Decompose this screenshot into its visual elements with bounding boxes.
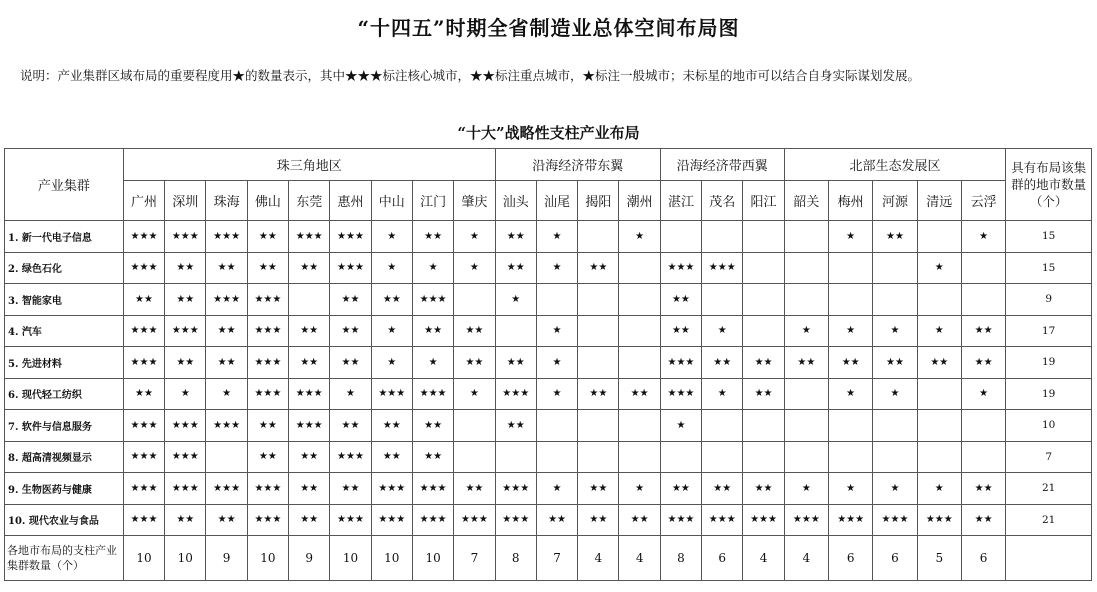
totals-row bbox=[5, 536, 1092, 581]
star-rating-cell: ★ bbox=[454, 378, 495, 410]
star-rating-cell: ★★ bbox=[123, 284, 164, 316]
industry-total-cell: 10 bbox=[165, 536, 206, 581]
star-rating-cell: ★★ bbox=[330, 315, 371, 347]
star-rating-cell: ★★ bbox=[961, 347, 1005, 379]
star-rating-cell bbox=[743, 315, 784, 347]
industry-total-cell: 10 bbox=[123, 536, 164, 581]
star-rating-cell: ★★ bbox=[961, 504, 1005, 536]
star-rating-cell: ★★ bbox=[412, 221, 453, 253]
table-row bbox=[5, 221, 1092, 253]
industry-total-cell: 9 bbox=[289, 536, 330, 581]
star-rating-cell: ★★ bbox=[247, 441, 288, 473]
star-rating-cell bbox=[702, 221, 743, 253]
star-rating-cell bbox=[829, 441, 873, 473]
star-rating-cell: ★★ bbox=[495, 252, 536, 284]
star-rating-cell: ★★ bbox=[371, 441, 412, 473]
star-rating-cell: ★★★ bbox=[123, 441, 164, 473]
star-rating-cell: ★★★ bbox=[330, 441, 371, 473]
industry-label: 3. 智能家电 bbox=[5, 284, 124, 316]
star-rating-cell bbox=[206, 441, 247, 473]
star-rating-cell bbox=[784, 252, 828, 284]
star-rating-cell bbox=[619, 315, 660, 347]
star-rating-cell: ★★★ bbox=[873, 504, 917, 536]
star-rating-cell bbox=[917, 221, 961, 253]
star-rating-cell: ★ bbox=[829, 473, 873, 505]
star-rating-cell bbox=[743, 410, 784, 442]
star-rating-cell: ★★ bbox=[578, 378, 619, 410]
city-header-row bbox=[5, 181, 1092, 221]
star-rating-cell: ★★ bbox=[917, 347, 961, 379]
star-rating-cell bbox=[961, 441, 1005, 473]
industry-label: 8. 超高清视频显示 bbox=[5, 441, 124, 473]
star-rating-cell: ★★★ bbox=[123, 221, 164, 253]
legend-note: 说明：产业集群区域布局的重要程度用★的数量表示，其中★★★标注核心城市，★★标注重点城市，★标注一般城市；未标星的地市可以结合自身实际谋划发展。 bbox=[20, 68, 921, 83]
industry-total-cell: 4 bbox=[743, 536, 784, 581]
star-rating-cell: ★ bbox=[371, 221, 412, 253]
star-rating-cell: ★★★ bbox=[702, 504, 743, 536]
star-rating-cell bbox=[495, 315, 536, 347]
city-header: 湛江 bbox=[660, 181, 701, 221]
star-rating-cell: ★★ bbox=[330, 284, 371, 316]
star-rating-cell: ★ bbox=[917, 473, 961, 505]
star-rating-cell: ★★ bbox=[454, 315, 495, 347]
star-rating-cell: ★ bbox=[961, 221, 1005, 253]
city-count-cell: 10 bbox=[1006, 410, 1092, 442]
star-rating-cell: ★★ bbox=[536, 504, 577, 536]
star-rating-cell: ★★★ bbox=[412, 378, 453, 410]
industry-total-cell: 9 bbox=[206, 536, 247, 581]
star-rating-cell: ★★★ bbox=[165, 221, 206, 253]
page-title: “十四五”时期全省制造业总体空间布局图 bbox=[357, 16, 740, 40]
star-rating-cell: ★ bbox=[829, 315, 873, 347]
star-rating-cell: ★★ bbox=[289, 315, 330, 347]
star-rating-cell: ★★★ bbox=[330, 221, 371, 253]
star-rating-cell: ★★★ bbox=[289, 378, 330, 410]
star-rating-cell: ★ bbox=[536, 315, 577, 347]
star-rating-cell: ★★★ bbox=[123, 347, 164, 379]
star-rating-cell bbox=[536, 410, 577, 442]
city-header: 梅州 bbox=[829, 181, 873, 221]
star-rating-cell bbox=[743, 252, 784, 284]
star-rating-cell: ★★ bbox=[412, 441, 453, 473]
star-rating-cell: ★★★ bbox=[660, 504, 701, 536]
industry-label: 7. 软件与信息服务 bbox=[5, 410, 124, 442]
star-rating-cell bbox=[536, 284, 577, 316]
star-rating-cell: ★ bbox=[619, 473, 660, 505]
star-rating-cell: ★★ bbox=[289, 347, 330, 379]
city-header: 深圳 bbox=[165, 181, 206, 221]
star-rating-cell bbox=[784, 284, 828, 316]
industry-total-cell: 10 bbox=[330, 536, 371, 581]
region-header-row bbox=[5, 149, 1092, 181]
star-rating-cell: ★ bbox=[536, 473, 577, 505]
star-rating-cell: ★★★ bbox=[412, 504, 453, 536]
industry-total-cell: 4 bbox=[578, 536, 619, 581]
star-rating-cell: ★ bbox=[536, 252, 577, 284]
star-rating-cell: ★★★ bbox=[247, 504, 288, 536]
star-rating-cell: ★★★ bbox=[247, 378, 288, 410]
industry-total-cell: 7 bbox=[454, 536, 495, 581]
star-rating-cell: ★★ bbox=[454, 473, 495, 505]
star-rating-cell: ★★★ bbox=[495, 378, 536, 410]
star-rating-cell: ★★★ bbox=[412, 284, 453, 316]
city-header: 珠海 bbox=[206, 181, 247, 221]
city-header: 汕尾 bbox=[536, 181, 577, 221]
star-rating-cell: ★★★ bbox=[495, 504, 536, 536]
star-rating-cell: ★ bbox=[917, 252, 961, 284]
city-count-cell: 9 bbox=[1006, 284, 1092, 316]
star-rating-cell: ★★ bbox=[289, 441, 330, 473]
star-rating-cell: ★★★ bbox=[247, 347, 288, 379]
star-rating-cell bbox=[578, 221, 619, 253]
star-rating-cell: ★★ bbox=[702, 473, 743, 505]
star-rating-cell: ★★★ bbox=[206, 473, 247, 505]
star-rating-cell: ★★★ bbox=[660, 252, 701, 284]
industry-total-cell: 6 bbox=[829, 536, 873, 581]
star-rating-cell: ★★ bbox=[961, 473, 1005, 505]
star-rating-cell bbox=[660, 221, 701, 253]
star-rating-cell: ★★★ bbox=[165, 410, 206, 442]
star-rating-cell: ★★★ bbox=[454, 504, 495, 536]
star-rating-cell: ★★ bbox=[660, 315, 701, 347]
star-rating-cell bbox=[961, 252, 1005, 284]
star-rating-cell: ★★ bbox=[247, 221, 288, 253]
star-rating-cell: ★★★ bbox=[206, 221, 247, 253]
star-rating-cell bbox=[495, 441, 536, 473]
star-rating-cell: ★★ bbox=[495, 410, 536, 442]
star-rating-cell bbox=[743, 284, 784, 316]
star-rating-cell: ★★★ bbox=[743, 504, 784, 536]
star-rating-cell: ★★ bbox=[330, 410, 371, 442]
totals-label: 各地市布局的支柱产业集群数量（个） bbox=[5, 536, 124, 581]
star-rating-cell: ★★ bbox=[743, 347, 784, 379]
star-rating-cell: ★ bbox=[917, 315, 961, 347]
star-rating-cell: ★ bbox=[536, 347, 577, 379]
star-rating-cell: ★★ bbox=[743, 378, 784, 410]
city-header: 茂名 bbox=[702, 181, 743, 221]
city-header: 潮州 bbox=[619, 181, 660, 221]
star-rating-cell: ★★★ bbox=[371, 378, 412, 410]
star-rating-cell bbox=[702, 284, 743, 316]
star-rating-cell: ★★ bbox=[829, 347, 873, 379]
region-header-prd: 珠三角地区 bbox=[123, 149, 495, 181]
star-rating-cell: ★★ bbox=[165, 504, 206, 536]
industry-label: 4. 汽车 bbox=[5, 315, 124, 347]
city-count-cell: 19 bbox=[1006, 347, 1092, 379]
star-rating-cell: ★★★ bbox=[784, 504, 828, 536]
star-rating-cell bbox=[578, 410, 619, 442]
star-rating-cell bbox=[873, 441, 917, 473]
star-rating-cell: ★★★ bbox=[702, 252, 743, 284]
star-rating-cell: ★★ bbox=[743, 473, 784, 505]
city-header: 佛山 bbox=[247, 181, 288, 221]
star-rating-cell: ★★ bbox=[619, 504, 660, 536]
table-row bbox=[5, 441, 1092, 473]
star-rating-cell: ★ bbox=[702, 315, 743, 347]
industry-total-cell: 4 bbox=[619, 536, 660, 581]
star-rating-cell: ★★ bbox=[247, 252, 288, 284]
city-count-column-header: 具有布局该集群的地市数量（个） bbox=[1006, 149, 1092, 221]
star-rating-cell bbox=[743, 441, 784, 473]
star-rating-cell: ★ bbox=[371, 315, 412, 347]
star-rating-cell: ★★★ bbox=[371, 504, 412, 536]
city-header: 惠州 bbox=[330, 181, 371, 221]
table-row bbox=[5, 378, 1092, 410]
star-rating-cell: ★★★ bbox=[829, 504, 873, 536]
city-header: 河源 bbox=[873, 181, 917, 221]
star-rating-cell: ★★★ bbox=[165, 473, 206, 505]
star-rating-cell: ★ bbox=[454, 221, 495, 253]
city-header: 中山 bbox=[371, 181, 412, 221]
city-count-cell: 19 bbox=[1006, 378, 1092, 410]
star-rating-cell: ★★★ bbox=[206, 284, 247, 316]
star-rating-cell: ★★ bbox=[873, 347, 917, 379]
city-header: 汕头 bbox=[495, 181, 536, 221]
star-rating-cell: ★★ bbox=[206, 347, 247, 379]
city-header: 东莞 bbox=[289, 181, 330, 221]
star-rating-cell: ★ bbox=[495, 284, 536, 316]
city-header: 揭阳 bbox=[578, 181, 619, 221]
star-rating-cell bbox=[619, 441, 660, 473]
star-rating-cell: ★★★ bbox=[660, 378, 701, 410]
star-rating-cell bbox=[578, 347, 619, 379]
star-rating-cell: ★★ bbox=[289, 252, 330, 284]
star-rating-cell bbox=[536, 441, 577, 473]
star-rating-cell: ★★★ bbox=[289, 410, 330, 442]
city-count-cell: 7 bbox=[1006, 441, 1092, 473]
star-rating-cell: ★★ bbox=[660, 284, 701, 316]
industry-column-header: 产业集群 bbox=[5, 149, 124, 221]
star-rating-cell: ★ bbox=[206, 378, 247, 410]
star-rating-cell bbox=[578, 284, 619, 316]
star-rating-cell: ★★★ bbox=[247, 315, 288, 347]
city-header: 阳江 bbox=[743, 181, 784, 221]
industry-total-cell: 8 bbox=[660, 536, 701, 581]
region-header-east-wing: 沿海经济带东翼 bbox=[495, 149, 660, 181]
star-rating-cell: ★★ bbox=[289, 504, 330, 536]
star-rating-cell: ★ bbox=[454, 252, 495, 284]
industry-label: 5. 先进材料 bbox=[5, 347, 124, 379]
star-rating-cell: ★★★ bbox=[412, 473, 453, 505]
industry-total-cell: 6 bbox=[961, 536, 1005, 581]
industry-label: 2. 绿色石化 bbox=[5, 252, 124, 284]
star-rating-cell: ★★ bbox=[123, 378, 164, 410]
industry-total-cell: 5 bbox=[917, 536, 961, 581]
star-rating-cell bbox=[454, 441, 495, 473]
region-header-west-wing: 沿海经济带西翼 bbox=[660, 149, 784, 181]
star-rating-cell: ★★ bbox=[495, 221, 536, 253]
star-rating-cell: ★ bbox=[961, 378, 1005, 410]
star-rating-cell bbox=[917, 284, 961, 316]
star-rating-cell: ★★★ bbox=[165, 315, 206, 347]
table-row bbox=[5, 315, 1092, 347]
star-rating-cell: ★★★ bbox=[660, 347, 701, 379]
star-rating-cell bbox=[619, 410, 660, 442]
star-rating-cell bbox=[917, 378, 961, 410]
star-rating-cell: ★★ bbox=[289, 473, 330, 505]
star-rating-cell: ★★★ bbox=[495, 473, 536, 505]
city-count-cell: 17 bbox=[1006, 315, 1092, 347]
industry-total-cell: 4 bbox=[784, 536, 828, 581]
city-header: 肇庆 bbox=[454, 181, 495, 221]
table-row bbox=[5, 252, 1092, 284]
star-rating-cell: ★★ bbox=[873, 221, 917, 253]
star-rating-cell bbox=[578, 441, 619, 473]
star-rating-cell bbox=[829, 284, 873, 316]
city-header: 广州 bbox=[123, 181, 164, 221]
star-rating-cell: ★★ bbox=[412, 315, 453, 347]
star-rating-cell: ★ bbox=[330, 378, 371, 410]
star-rating-cell: ★★ bbox=[619, 378, 660, 410]
industry-label: 1. 新一代电子信息 bbox=[5, 221, 124, 253]
star-rating-cell bbox=[873, 284, 917, 316]
star-rating-cell: ★★★ bbox=[917, 504, 961, 536]
star-rating-cell bbox=[702, 441, 743, 473]
star-rating-cell: ★★ bbox=[412, 410, 453, 442]
table-row bbox=[5, 504, 1092, 536]
star-rating-cell: ★ bbox=[371, 347, 412, 379]
star-rating-cell bbox=[917, 410, 961, 442]
star-rating-cell bbox=[578, 315, 619, 347]
star-rating-cell: ★★ bbox=[206, 504, 247, 536]
industry-label: 9. 生物医药与健康 bbox=[5, 473, 124, 505]
star-rating-cell: ★★★ bbox=[330, 252, 371, 284]
industry-total-cell: 6 bbox=[873, 536, 917, 581]
star-rating-cell: ★★ bbox=[961, 315, 1005, 347]
star-rating-cell bbox=[829, 410, 873, 442]
star-rating-cell: ★★★ bbox=[123, 315, 164, 347]
city-header: 江门 bbox=[412, 181, 453, 221]
star-rating-cell: ★ bbox=[371, 252, 412, 284]
star-rating-cell: ★★ bbox=[206, 315, 247, 347]
table-row bbox=[5, 347, 1092, 379]
star-rating-cell: ★★★ bbox=[247, 473, 288, 505]
star-rating-cell: ★★★ bbox=[206, 410, 247, 442]
star-rating-cell bbox=[619, 252, 660, 284]
industry-label: 10. 现代农业与食品 bbox=[5, 504, 124, 536]
star-rating-cell bbox=[873, 410, 917, 442]
star-rating-cell bbox=[784, 221, 828, 253]
region-header-north: 北部生态发展区 bbox=[784, 149, 1006, 181]
city-count-cell: 21 bbox=[1006, 473, 1092, 505]
totals-empty-cell bbox=[1006, 536, 1092, 581]
star-rating-cell: ★★★ bbox=[247, 284, 288, 316]
star-rating-cell: ★★ bbox=[371, 410, 412, 442]
star-rating-cell bbox=[660, 441, 701, 473]
star-rating-cell: ★ bbox=[412, 347, 453, 379]
industry-layout-table bbox=[4, 148, 1092, 581]
star-rating-cell: ★★★ bbox=[371, 473, 412, 505]
star-rating-cell: ★★ bbox=[371, 284, 412, 316]
industry-label: 6. 现代轻工纺织 bbox=[5, 378, 124, 410]
star-rating-cell: ★★ bbox=[454, 347, 495, 379]
city-header: 韶关 bbox=[784, 181, 828, 221]
star-rating-cell: ★ bbox=[784, 315, 828, 347]
star-rating-cell: ★ bbox=[829, 378, 873, 410]
star-rating-cell: ★★★ bbox=[123, 252, 164, 284]
star-rating-cell: ★ bbox=[536, 221, 577, 253]
star-rating-cell: ★★ bbox=[784, 347, 828, 379]
industry-total-cell: 10 bbox=[371, 536, 412, 581]
star-rating-cell: ★ bbox=[660, 410, 701, 442]
star-rating-cell bbox=[961, 284, 1005, 316]
industry-total-cell: 7 bbox=[536, 536, 577, 581]
star-rating-cell bbox=[917, 441, 961, 473]
star-rating-cell: ★ bbox=[784, 473, 828, 505]
star-rating-cell: ★★★ bbox=[330, 504, 371, 536]
star-rating-cell: ★ bbox=[165, 378, 206, 410]
star-rating-cell bbox=[702, 410, 743, 442]
star-rating-cell: ★★ bbox=[578, 504, 619, 536]
star-rating-cell: ★ bbox=[702, 378, 743, 410]
star-rating-cell: ★★ bbox=[165, 284, 206, 316]
star-rating-cell: ★★★ bbox=[123, 473, 164, 505]
star-rating-cell: ★★ bbox=[578, 252, 619, 284]
star-rating-cell: ★★★ bbox=[123, 410, 164, 442]
star-rating-cell bbox=[619, 284, 660, 316]
table-title: “十大”战略性支柱产业布局 bbox=[457, 124, 640, 142]
star-rating-cell: ★ bbox=[873, 315, 917, 347]
star-rating-cell: ★ bbox=[873, 473, 917, 505]
star-rating-cell: ★★ bbox=[495, 347, 536, 379]
city-header: 清远 bbox=[917, 181, 961, 221]
star-rating-cell: ★★ bbox=[660, 473, 701, 505]
star-rating-cell: ★★ bbox=[330, 473, 371, 505]
star-rating-cell: ★ bbox=[619, 221, 660, 253]
star-rating-cell bbox=[289, 284, 330, 316]
star-rating-cell bbox=[784, 410, 828, 442]
star-rating-cell: ★★ bbox=[165, 252, 206, 284]
star-rating-cell bbox=[873, 252, 917, 284]
star-rating-cell bbox=[454, 284, 495, 316]
star-rating-cell: ★★ bbox=[330, 347, 371, 379]
industry-total-cell: 8 bbox=[495, 536, 536, 581]
city-header: 云浮 bbox=[961, 181, 1005, 221]
table-row bbox=[5, 284, 1092, 316]
star-rating-cell: ★★ bbox=[206, 252, 247, 284]
star-rating-cell bbox=[784, 441, 828, 473]
star-rating-cell: ★ bbox=[536, 378, 577, 410]
star-rating-cell bbox=[454, 410, 495, 442]
industry-total-cell: 10 bbox=[412, 536, 453, 581]
star-rating-cell: ★ bbox=[412, 252, 453, 284]
star-rating-cell: ★ bbox=[873, 378, 917, 410]
star-rating-cell: ★★★ bbox=[289, 221, 330, 253]
star-rating-cell: ★★ bbox=[578, 473, 619, 505]
star-rating-cell: ★★★ bbox=[165, 441, 206, 473]
city-count-cell: 21 bbox=[1006, 504, 1092, 536]
star-rating-cell: ★★ bbox=[247, 410, 288, 442]
star-rating-cell bbox=[743, 221, 784, 253]
city-count-cell: 15 bbox=[1006, 252, 1092, 284]
star-rating-cell: ★★ bbox=[702, 347, 743, 379]
star-rating-cell bbox=[961, 410, 1005, 442]
industry-total-cell: 6 bbox=[702, 536, 743, 581]
table-row bbox=[5, 473, 1092, 505]
star-rating-cell: ★ bbox=[829, 221, 873, 253]
star-rating-cell bbox=[829, 252, 873, 284]
star-rating-cell bbox=[784, 378, 828, 410]
star-rating-cell: ★★★ bbox=[123, 504, 164, 536]
star-rating-cell: ★★ bbox=[165, 347, 206, 379]
star-rating-cell bbox=[619, 347, 660, 379]
industry-total-cell: 10 bbox=[247, 536, 288, 581]
city-count-cell: 15 bbox=[1006, 221, 1092, 253]
table-row bbox=[5, 410, 1092, 442]
